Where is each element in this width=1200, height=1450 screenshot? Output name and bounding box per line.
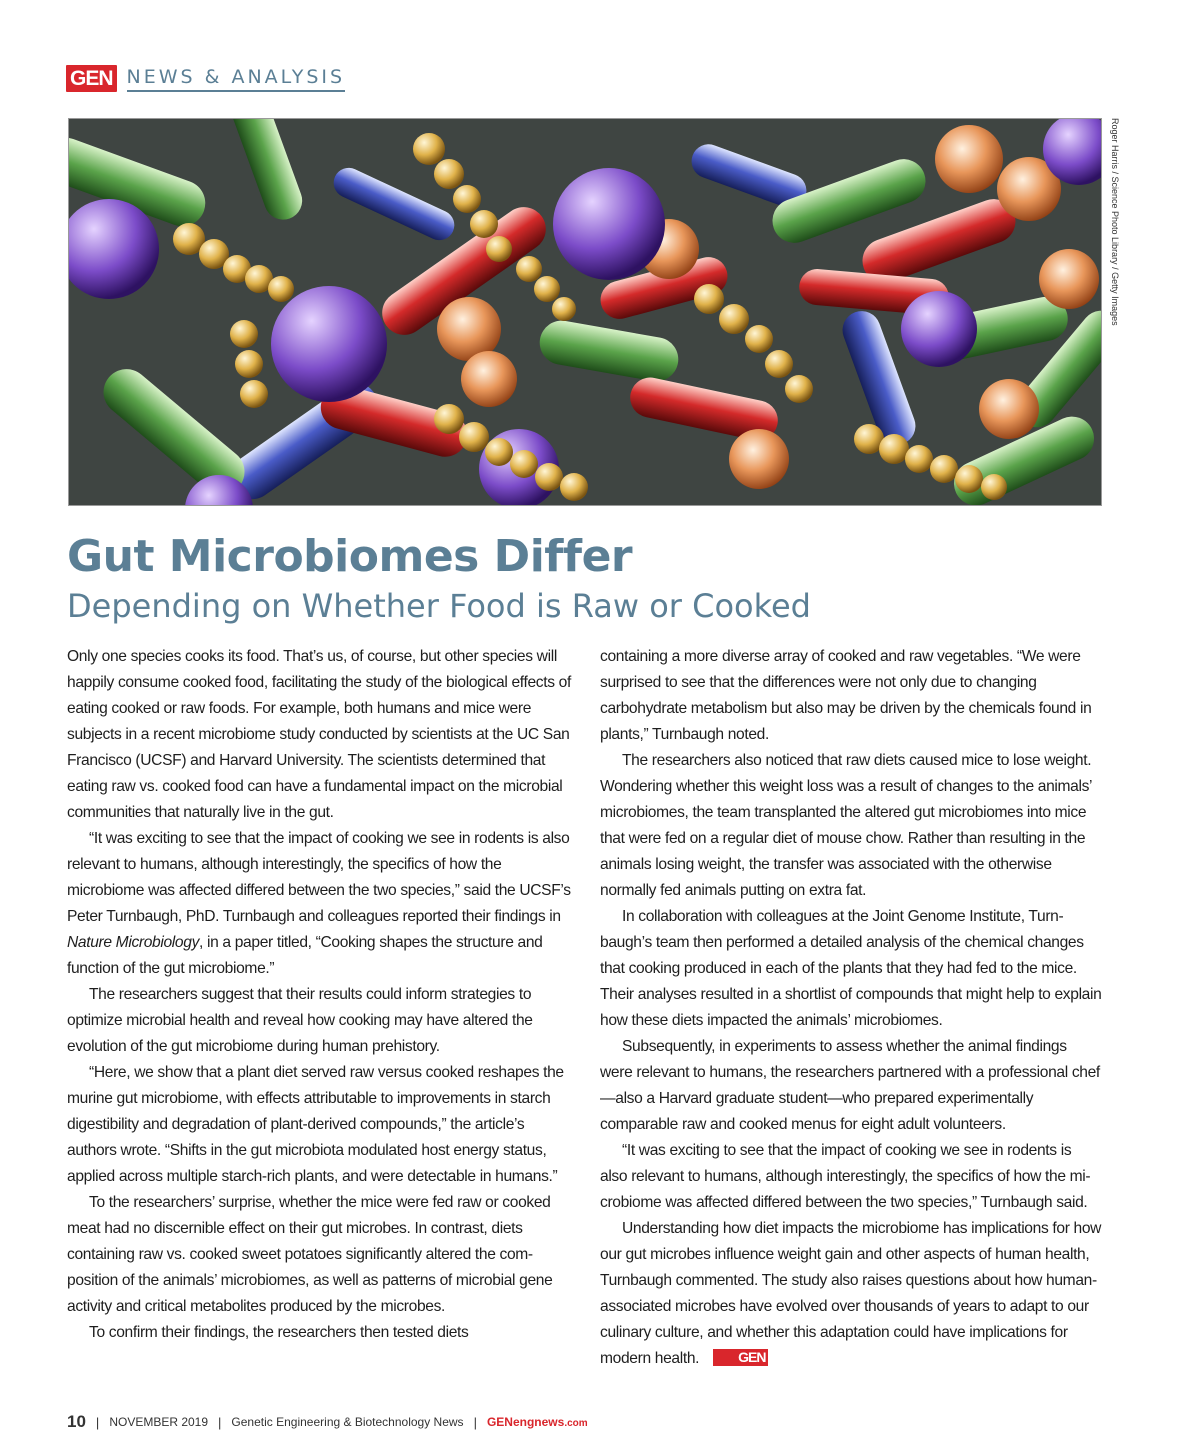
photo-credit: Roger Harris / Science Photo Library / Getty Images: [1110, 118, 1120, 326]
article-subtitle: Depending on Whether Food is Raw or Cooked: [67, 587, 811, 625]
paragraph-text: , in a paper titled, “Cooking shapes the structure and function of the gut microbiome.”: [67, 934, 543, 977]
page-header: [66, 63, 345, 93]
paragraph: To confirm their findings, the researchers then tested diets: [89, 1324, 469, 1341]
paragraph: “It was exciting to see that the impact of cooking we see in rodents is also relevant to humans, although interestingly, the specifics of how the microbiome was affected differed between the two species,” Turnbaugh said.: [600, 1142, 1091, 1211]
paragraph: The researchers suggest that their results could inform strategies to optimize microbial health and reveal how cooking may have altered the evolution of the gut microbiome during human prehistory.: [67, 986, 533, 1055]
footer-separator: |: [473, 1414, 477, 1430]
paragraph: containing a more diverse array of cooked and raw vegetables. “We were surprised to see that the differences were not only due to changing carbohydrate metabolism but also may be driven by the chemicals found in plants,” Turnbaugh noted.: [600, 648, 1092, 743]
article-column-left: [67, 644, 571, 1346]
paragraph-text: Understanding how diet impacts the microbiome has implications for how our gut microbes influence weight gain and other aspects of human health, Turnbaugh commented. The study also raises questions about how human-associated microbes have evolved over thousands of years to adapt to our culinary culture, and whether this adaptation could have implications for modern health.: [600, 1220, 1102, 1367]
article-column-right: [600, 644, 1102, 1372]
journal-name: Nature Microbiology: [67, 934, 200, 951]
microbiome-illustration: [68, 118, 1102, 506]
website-tld: .com: [564, 1418, 588, 1429]
paragraph: [600, 1216, 1102, 1372]
page-number: 10: [67, 1412, 86, 1431]
magazine-footer: [67, 1412, 588, 1432]
website-name: GENengnews: [486, 1415, 565, 1429]
footer-separator: |: [95, 1414, 100, 1430]
end-gen-logo: GEN: [713, 1349, 768, 1366]
paragraph: In collaboration with colleagues at the Joint Genome Institute, Turnbaugh’s team then performed a detailed analysis of the chemical changes that cooking produced in each of the plants that they had fed to the mice. Their analyses resulted in a shortlist of compounds that might help to explain how these diets impacted the animals’ microbiomes.: [600, 908, 1102, 1029]
issue-date: NOVEMBER 2019: [109, 1415, 209, 1429]
paragraph: Only one species cooks its food. That’s us, of course, but other species will happily consume cooked food, facilitating the study of the biological effects of eating cooked or raw foods. For example, both humans and mice were subjects in a recent microbiome study conducted by scientists at the UC San Francisco (UCSF) and Harvard University. The scientists determined that eating raw vs. cooked food can have a fundamental impact on the microbial communities that naturally live in the gut.: [67, 648, 571, 821]
gen-logo: GEN: [66, 65, 117, 92]
footer-separator: |: [218, 1414, 222, 1430]
paragraph: To the researchers’ surprise, whether the mice were fed raw or cooked meat had no discernible effect on their gut microbes. In contrast, diets containing raw vs. cooked sweet potatoes significantly altered the composition of the animals’ microbiomes, as well as patterns of microbial gene activity and critical metabolites produced by the microbes.: [67, 1194, 553, 1315]
paragraph: “Here, we show that a plant diet served raw versus cooked reshapes the murine gut microbiome, with effects attributable to improvements in starch digestibility and degradation of plant-derived compounds,” the article’s authors wrote. “Shifts in the gut microbiota modulated host energy status, applied across multiple starch-rich plants, and were detectable in humans.”: [67, 1064, 564, 1185]
paragraph: [67, 826, 571, 982]
publication-name: Genetic Engineering & Biotechnology News: [231, 1415, 464, 1429]
website-link[interactable]: [487, 1415, 588, 1429]
article-title: Gut Microbiomes Differ: [67, 531, 633, 582]
section-label: NEWS & ANALYSIS: [127, 65, 346, 92]
paragraph: The researchers also noticed that raw diets caused mice to lose weight. Wondering whether this weight loss was a result of changes to the animals’ microbiomes, the team transplanted the altered gut microbiomes into mice that were fed on a regular diet of mouse chow. Rather than resulting in the animals losing weight, the transfer was associated with the otherwise normally fed animals putting on extra fat.: [600, 752, 1092, 899]
paragraph: Subsequently, in experiments to assess whether the animal findings were relevant to humans, the researchers partnered with a professional chef—also a Harvard graduate student—who prepared experimentally comparable raw and cooked menus for eight adult volunteers.: [600, 1038, 1100, 1133]
paragraph-text: “It was exciting to see that the impact of cooking we see in rodents is also relevant to humans, although interestingly, the specifics of how the microbiome was affected differed between the two species,” said the UCSF’s Peter Turnbaugh, PhD. Turnbaugh and colleagues reported their findings in: [67, 830, 571, 925]
